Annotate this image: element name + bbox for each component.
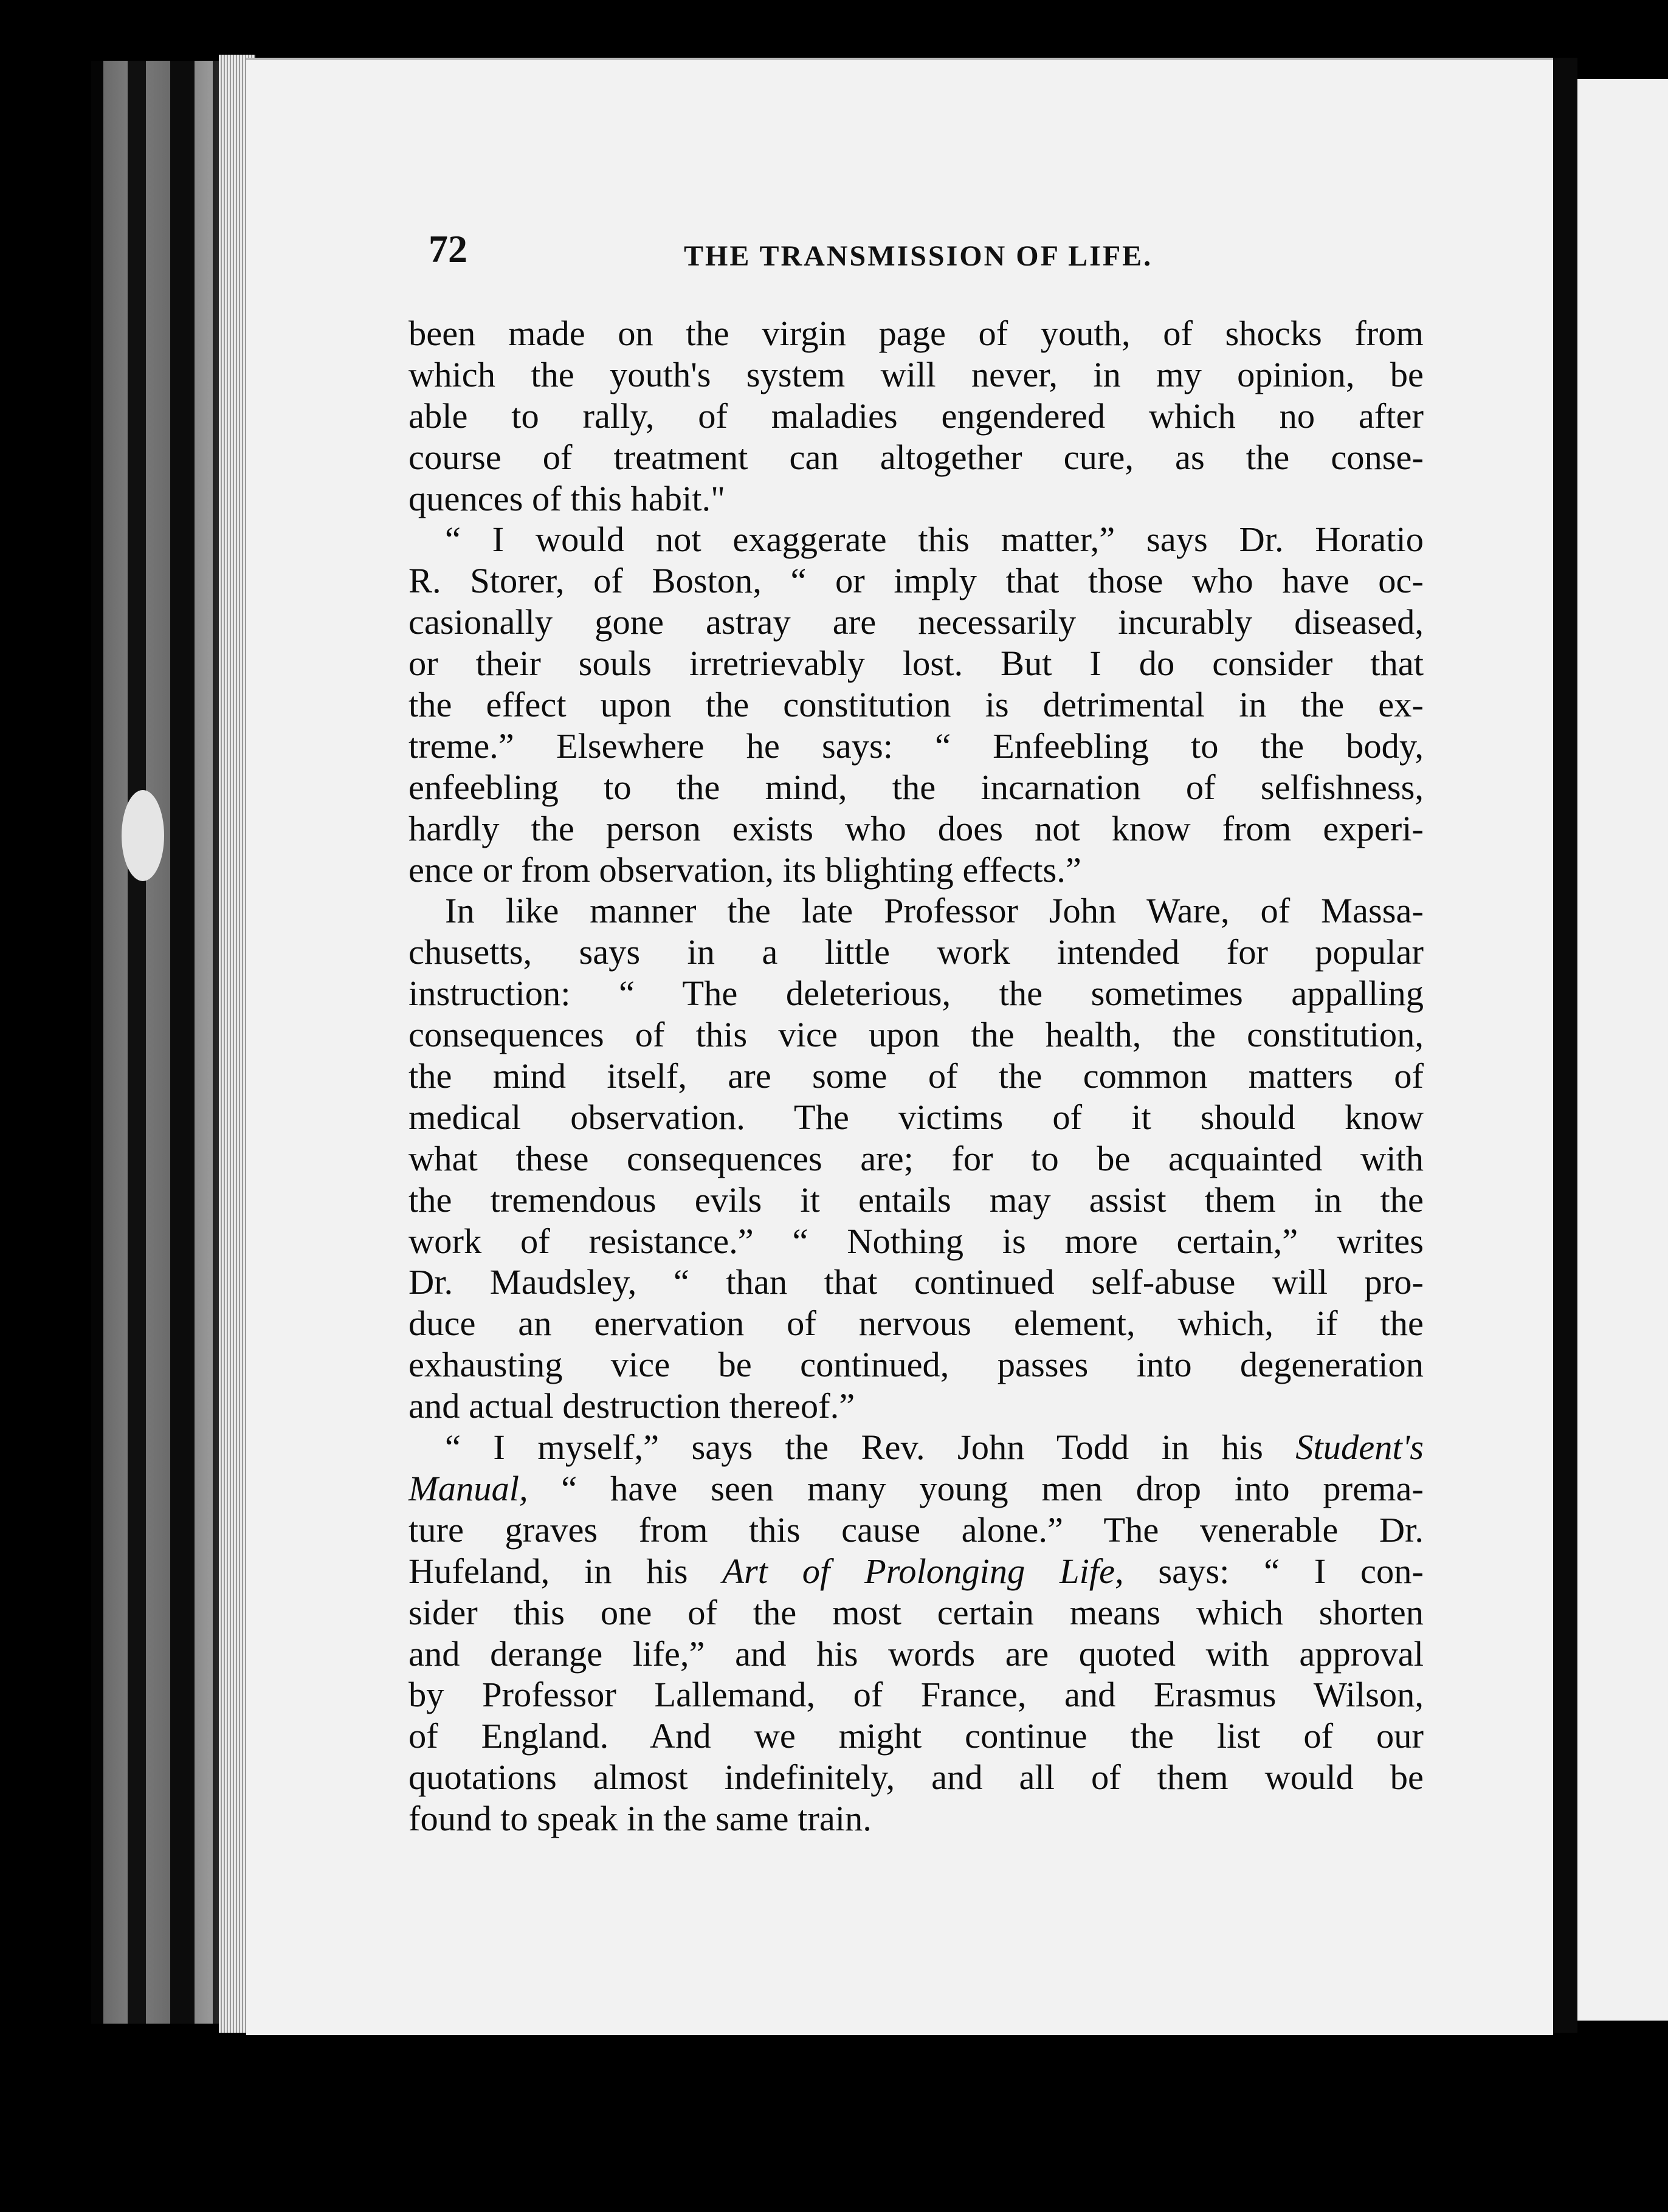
text-line: exhausting vice be continued, passes into degeneration [408, 1345, 1424, 1385]
text-line: chusetts, says in a little work intended for popular [408, 932, 1424, 972]
text-line: of England. And we might continue the list of our [408, 1716, 1424, 1756]
text-line: quotations almost indefinitely, and all of them would be [408, 1757, 1424, 1798]
text-line: duce an enervation of nervous element, which, if the [408, 1304, 1424, 1344]
text-line: the effect upon the constitution is detrimental in the ex- [408, 685, 1424, 725]
text-line: quences of this habit." [408, 478, 726, 518]
adjacent-page-edge [1577, 79, 1668, 2021]
text-line: or their souls irretrievably lost. But I do consider that [408, 644, 1424, 684]
text-line: work of resistance.” “ Nothing is more certain,” writes [408, 1221, 1424, 1261]
text-line: the tremendous evils it entails may assist them in the [408, 1180, 1424, 1220]
text-line: sider this one of the most certain means which shorten [408, 1592, 1424, 1632]
page-header [429, 219, 1185, 280]
text-line: In like manner the late Professor John Ware, of Massa- [445, 891, 1424, 931]
text-line: found to speak in the same train. [408, 1799, 872, 1839]
text-line: ture graves from this cause alone.” The venerable Dr. [408, 1510, 1424, 1550]
text-line: “ I myself,” says the Rev. John Todd in his Student's [445, 1427, 1424, 1468]
text-line: ence or from observation, its blighting effects.” [408, 850, 1081, 890]
text-line: Dr. Maudsley, “ than that continued self-abuse will pro- [408, 1262, 1424, 1302]
text-line: instruction: “ The deleterious, the sometimes appalling [408, 974, 1424, 1014]
italic-title: Student's [1295, 1427, 1424, 1468]
text-line: by Professor Lallemand, of France, and Erasmus Wilson, [408, 1675, 1424, 1715]
page-gutter [1553, 58, 1577, 2033]
text-line: course of treatment can altogether cure, as the conse- [408, 437, 1424, 477]
text-line: treme.” Elsewhere he says: “ Enfeebling to the body, [408, 726, 1424, 766]
italic-title: Manual, [408, 1468, 528, 1508]
page-number: 72 [429, 227, 467, 270]
text-line: hardly the person exists who does not know from experi- [408, 808, 1424, 848]
text-line: and derange life,” and his words are quoted with approval [408, 1633, 1424, 1674]
text-line: consequences of this vice upon the health, the constitution, [408, 1015, 1424, 1055]
text-line: and actual destruction thereof.” [408, 1386, 855, 1426]
text-line: Manual, “ have seen many young men drop into prema- [408, 1468, 1424, 1508]
text-line: which the youth's system will never, in my opinion, be [408, 354, 1424, 394]
italic-title: Art of Prolonging Life, [722, 1551, 1124, 1591]
text-line: the mind itself, are some of the common matters of [408, 1056, 1424, 1096]
text-line: medical observation. The victims of it should know [408, 1097, 1424, 1137]
body-text [408, 313, 1424, 1839]
text-line: casionally gone astray are necessarily incurably diseased, [408, 602, 1424, 642]
running-head: THE TRANSMISSION OF LIFE. [684, 240, 1153, 272]
text-line: what these consequences are; for to be acquainted with [408, 1138, 1424, 1178]
text-line: R. Storer, of Boston, “ or imply that those who have oc- [408, 561, 1424, 601]
text-line: enfeebling to the mind, the incarnation of selfishness, [408, 767, 1424, 807]
text-line: able to rally, of maladies engendered which no after [408, 396, 1424, 436]
text-line: Hufeland, in his Art of Prolonging Life, says: “ I con- [408, 1551, 1424, 1591]
paper-damage-mark [122, 790, 164, 881]
text-line: “ I would not exaggerate this matter,” says Dr. Horatio [445, 520, 1424, 560]
text-line: been made on the virgin page of youth, of shocks from [408, 314, 1424, 353]
